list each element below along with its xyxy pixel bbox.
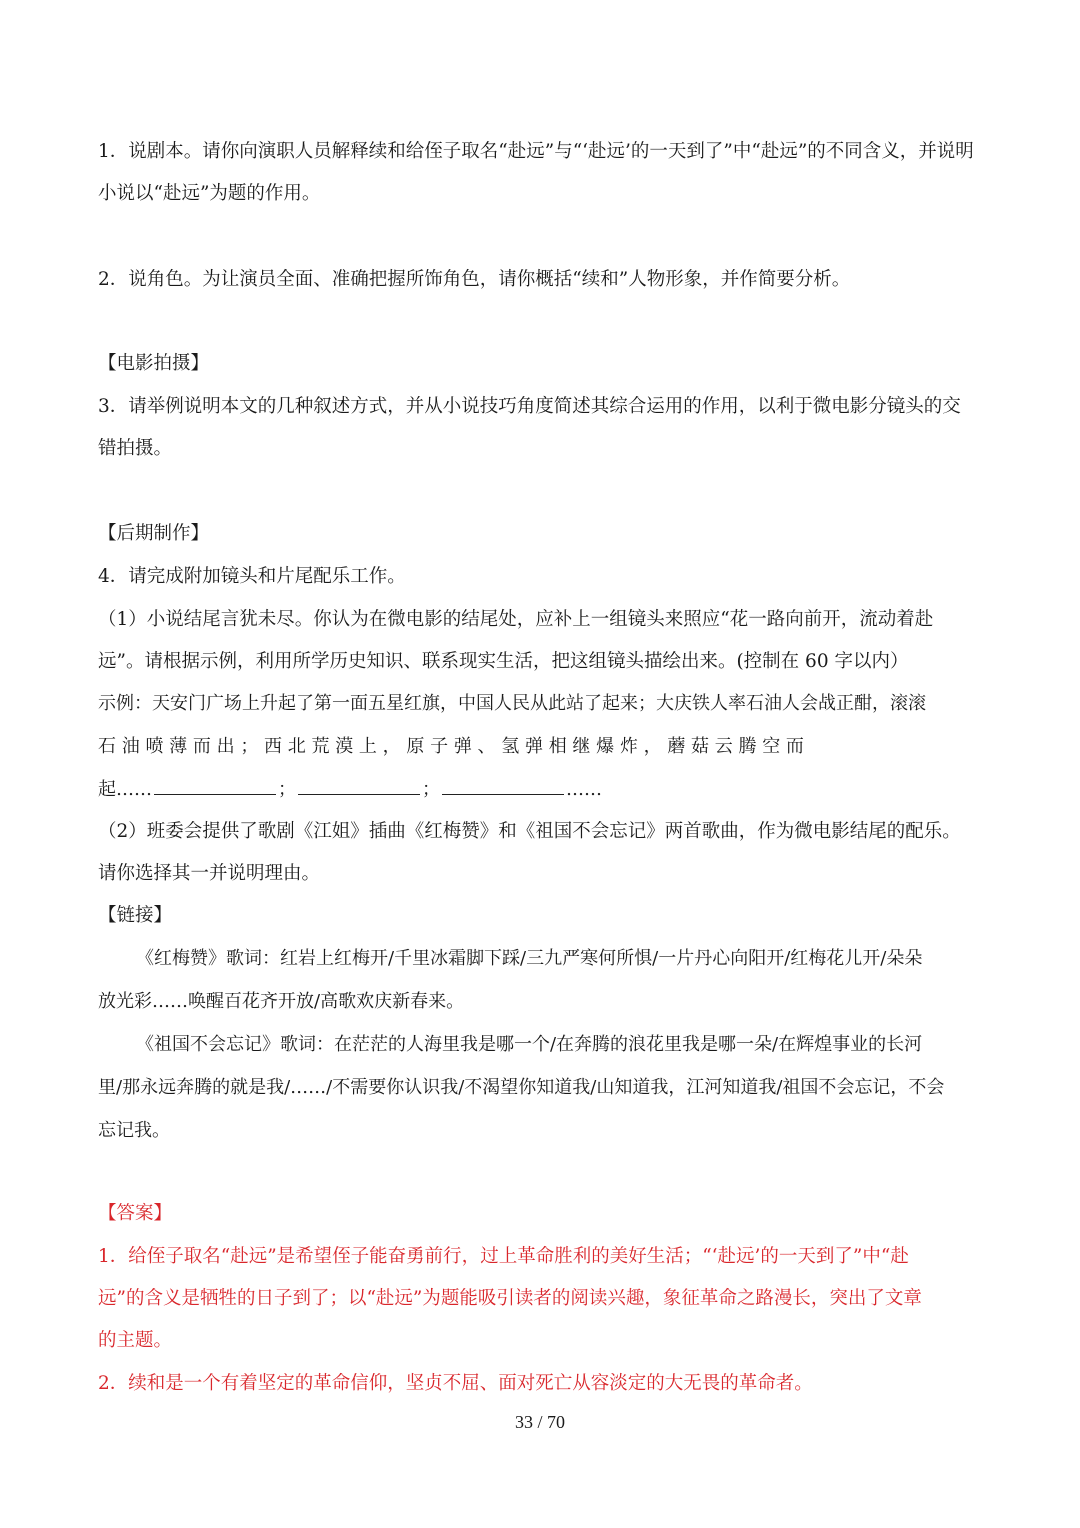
section-heading-post: 【后期制作】 <box>98 523 210 544</box>
example-line-3-start: 起…… <box>98 779 152 800</box>
example-line-2: 石 油 喷 薄 而 出 ； 西 北 荒 漠 上 ， 原 子 弹 、 氢 弹 相 继 爆 炸 ， 蘑 菇 云 腾 空 而 <box>98 736 804 757</box>
question-4-2-line-2: 请你选择其一并说明理由。 <box>98 863 321 884</box>
question-2: 2．说角色。为让演员全面、准确把握所饰角色，请你概括“续和”人物形象，并作简要分析。 <box>98 269 851 290</box>
example-separator-1: ； <box>278 779 296 800</box>
answer-heading: 【答案】 <box>98 1203 173 1224</box>
section-heading-film: 【电影拍摄】 <box>98 353 210 374</box>
example-line-3 <box>98 776 602 804</box>
answer-blank-1[interactable] <box>154 776 276 795</box>
question-4-2-line-1: （2）班委会提供了歌剧《江姐》插曲《红梅赞》和《祖国不会忘记》两首歌曲，作为微电影结尾的配乐。 <box>98 821 961 842</box>
question-3-line-1: 3．请举例说明本文的几种叙述方式，并从小说技巧角度简述其综合运用的作用，以利于微电影分镜头的交 <box>98 396 961 417</box>
answer-blank-2[interactable] <box>298 776 420 795</box>
question-4: 4．请完成附加镜头和片尾配乐工作。 <box>98 566 406 587</box>
answer-blank-3[interactable] <box>442 776 564 795</box>
question-4-1-line-2: 远”。请根据示例，利用所学历史知识、联系现实生活，把这组镜头描绘出来。(控制在 60 字以内） <box>98 651 909 672</box>
question-4-1-line-1: （1）小说结尾言犹未尽。你认为在微电影的结尾处，应补上一组镜头来照应“花一路向前开，流动着赴 <box>98 609 934 630</box>
answer-2: 2．续和是一个有着坚定的革命信仰，坚贞不屈、面对死亡从容淡定的大无畏的革命者。 <box>98 1373 813 1394</box>
question-1-line-2: 小说以“赴远”为题的作用。 <box>98 183 321 204</box>
answer-1-line-3: 的主题。 <box>98 1330 173 1351</box>
page-number: 33 / 70 <box>514 1412 565 1432</box>
link-2-line-3: 忘记我。 <box>98 1120 170 1141</box>
question-3-line-2: 错拍摄。 <box>98 438 173 459</box>
section-heading-link: 【链接】 <box>98 905 173 926</box>
example-line-1: 示例：天安门广场上升起了第一面五星红旗，中国人民从此站了起来；大庆铁人率石油人会战正酣，滚滚 <box>98 693 926 714</box>
answer-1-line-2: 远”的含义是牺牲的日子到了；以“赴远”为题能吸引读者的阅读兴趣，象征革命之路漫长，突出了文章 <box>98 1288 922 1309</box>
example-end: …… <box>566 779 602 800</box>
link-2-line-2: 里/那永远奔腾的就是我/……/不需要你认识我/不渴望你知道我/山知道我，江河知道我/祖国不会忘记，不会 <box>98 1077 945 1098</box>
example-separator-2: ； <box>422 779 440 800</box>
link-1-line-1: 《红梅赞》歌词：红岩上红梅开/千里冰霜脚下踩/三九严寒何所惧/一片丹心向阳开/红梅花儿开/朵朵 <box>136 948 923 969</box>
link-2-line-1: 《祖国不会忘记》歌词：在茫茫的人海里我是哪一个/在奔腾的浪花里我是哪一朵/在辉煌事业的长河 <box>136 1034 923 1055</box>
question-1-line-1: 1．说剧本。请你向演职人员解释续和给侄子取名“赴远”与“‘赴远’的一天到了”中“赴远”的不同含义，并说明 <box>98 141 974 162</box>
answer-1-line-1: 1．给侄子取名“赴远”是希望侄子能奋勇前行，过上革命胜利的美好生活；“‘赴远’的一天到了”中“赴 <box>98 1246 909 1267</box>
link-1-line-2: 放光彩……唤醒百花齐开放/高歌欢庆新春来。 <box>98 991 465 1012</box>
